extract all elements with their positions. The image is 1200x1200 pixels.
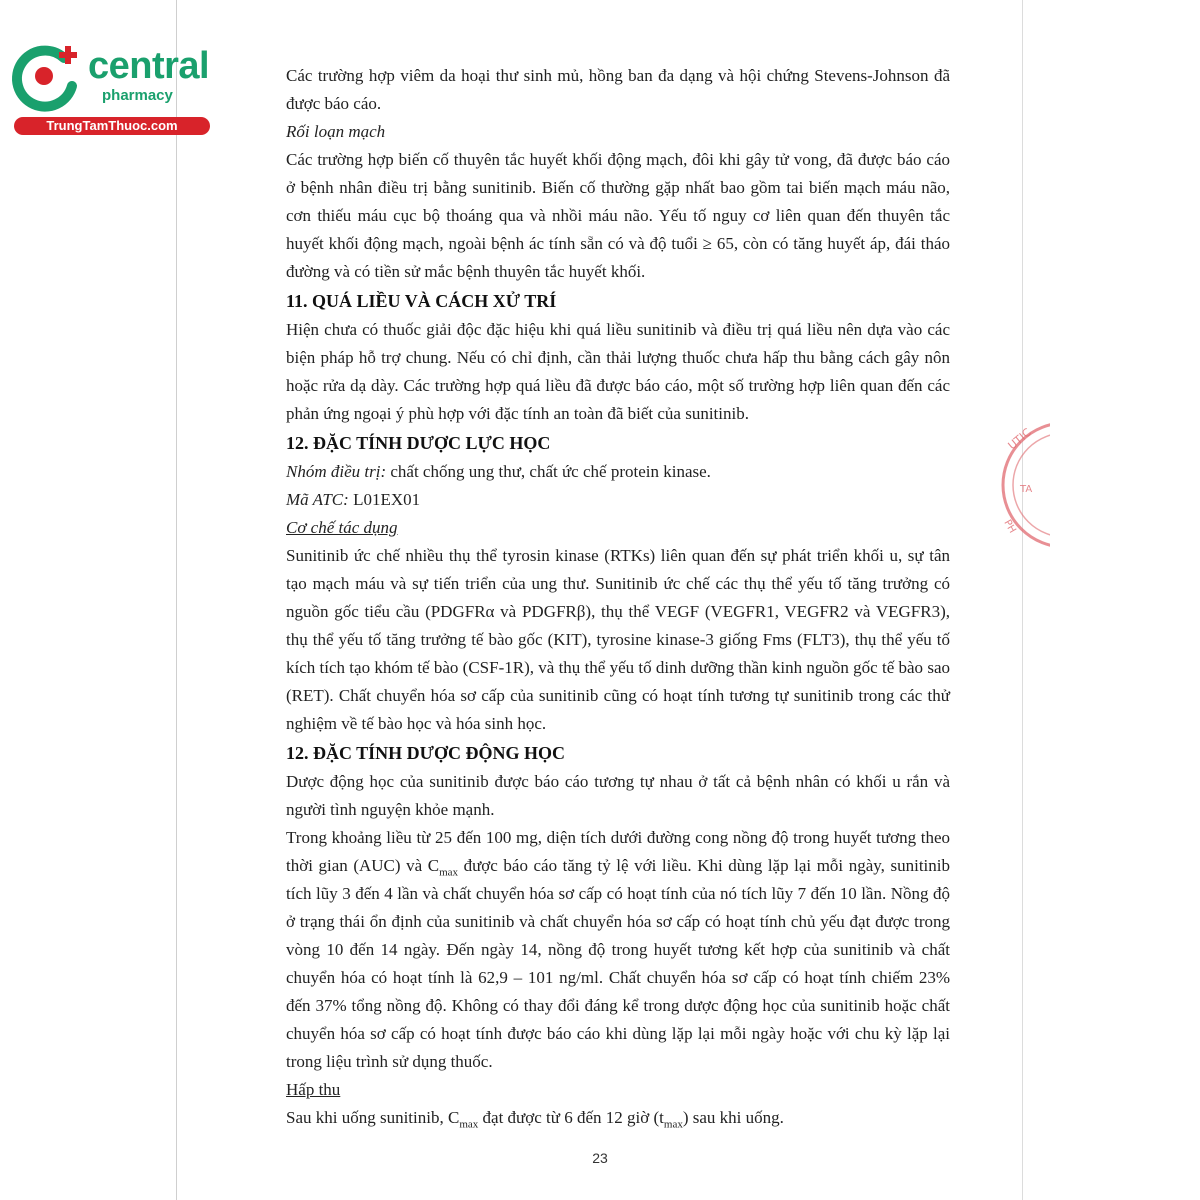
logo-mark-icon bbox=[10, 38, 90, 118]
paragraph-text: ) sau khi uống. bbox=[682, 1108, 784, 1127]
svg-text:TA: TA bbox=[1020, 484, 1033, 495]
svg-text:UTIC: UTIC bbox=[1005, 425, 1034, 453]
therapeutic-group-value: chất chống ung thư, chất ức chế protein kinase. bbox=[386, 462, 711, 481]
section-heading-pharmacodynamics: 12. ĐẶC TÍNH DƯỢC LỰC HỌC bbox=[286, 433, 551, 453]
therapeutic-group-label: Nhóm điều trị: bbox=[286, 462, 387, 481]
subscript: max bbox=[439, 866, 459, 879]
logo-brand: central bbox=[88, 45, 210, 87]
section-heading-overdose: 11. QUÁ LIỀU VÀ CÁCH XỬ TRÍ bbox=[286, 291, 557, 311]
paragraph-text: Trong khoảng liều từ 25 đến 100 mg, diện tích dưới đường cong nồng độ trong huyết tương theo thời gian (AUC) và C bbox=[286, 828, 950, 875]
subheading-vascular-disorders: Rối loạn mạch bbox=[286, 122, 386, 141]
subheading-mechanism-text: Cơ chế tác dụng bbox=[286, 518, 398, 537]
page-number: 23 bbox=[592, 1150, 608, 1166]
subheading-mechanism bbox=[286, 514, 950, 542]
svg-text:PH: PH bbox=[1001, 518, 1018, 536]
atc-code-value: L01EX01 bbox=[348, 490, 421, 509]
logo-site-banner: TrungTamThuoc.com bbox=[14, 117, 210, 135]
subscript: max bbox=[459, 1118, 479, 1131]
logo-subtitle: pharmacy bbox=[102, 87, 173, 104]
paragraph: Sunitinib ức chế nhiều thụ thể tyrosin kinase (RTKs) liên quan đến sự phát triển khối u, sự tân tạo mạch máu và sự tiến triển của ung thư. Sunitinib ức chế các thụ thể yếu tố tăng trưởng có nguồn gốc tiểu cầu (PDGFRα và PDGFRβ), thụ thể VEGF (VEGFR1, VEGFR2 và VEGFR3), thụ thể yếu tố tăng trưởng tế bào gốc (KIT), tyrosine kinase-3 giống Fms (FLT3), thụ thể yếu tố kích tích tạo khóm tế bào (CSF-1R), và thụ thể yếu tố dinh dưỡng thần kinh nguồn gốc tế bào sao (RET). Chất chuyển hóa sơ cấp của sunitinib cũng có hoạt tính tương tự sunitinib trong các thử nghiệm về tế bào học và hóa sinh học. bbox=[286, 546, 950, 733]
stamp-seal-icon bbox=[990, 410, 1050, 560]
paragraph: Các trường hợp biến cố thuyên tắc huyết khối động mạch, đôi khi gây tử vong, đã được báo cáo ở bệnh nhân điều trị bằng sunitinib. Biến cố thường gặp nhất bao gồm tai biến mạch máu não, cơn thiếu máu cục bộ thoáng qua và nhồi máu não. Yếu tố nguy cơ liên quan đến thuyên tắc huyết khối động mạch, ngoài bệnh ác tính sẵn có và độ tuổi ≥ 65, còn có tăng huyết áp, đái tháo đường và có tiền sử mắc bệnh thuyên tắc huyết khối. bbox=[286, 150, 950, 281]
subscript: max bbox=[663, 1118, 683, 1131]
paragraph: Hiện chưa có thuốc giải độc đặc hiệu khi quá liều sunitinib và điều trị quá liều nên dựa vào các biện pháp hỗ trợ chung. Nếu có chỉ định, cần thải lượng thuốc chưa hấp thu bằng cách gây nôn hoặc rửa dạ dày. Các trường hợp quá liều đã được báo cáo, một số trường hợp liên quan đến các phản ứng ngoại ý phù hợp với đặc tính an toàn đã biết của sunitinib. bbox=[286, 320, 950, 423]
paragraph: Các trường hợp viêm da hoại thư sinh mủ, hồng ban đa dạng và hội chứng Stevens-Johnson đã được báo cáo. bbox=[286, 66, 950, 113]
paragraph: Dược động học của sunitinib được báo cáo tương tự nhau ở tất cả bệnh nhân có khối u rắn và người tình nguyện khỏe mạnh. bbox=[286, 772, 950, 819]
atc-code-line bbox=[286, 486, 950, 514]
atc-code-label: Mã ATC: bbox=[286, 490, 349, 509]
paragraph bbox=[286, 824, 950, 1076]
paragraph bbox=[286, 1104, 950, 1132]
paragraph-text: được báo cáo tăng tỷ lệ với liều. Khi dùng lặp lại mỗi ngày, sunitinib tích lũy 3 đến 4 lần và chất chuyển hóa sơ cấp có hoạt tính của nó tích lũy 7 đến 10 lần. Nồng độ ở trạng thái ổn định của sunitinib và chất chuyển hóa sơ cấp có hoạt tính chủ yếu đạt được trong vòng 10 đến 14 ngày. Đến ngày 14, nồng độ trong huyết tương kết hợp của sunitinib và chất chuyển hóa có hoạt tính là 62,9 – 101 ng/ml. Chất chuyển hóa sơ cấp có hoạt tính chiếm 23% đến 37% tổng nồng độ. Không có thay đổi đáng kể trong dược động học của sunitinib hoặc chất chuyển hóa sơ cấp có hoạt tính được báo cáo khi dùng lặp lại mỗi ngày hoặc với chu kỳ lặp lại trong liệu trình sử dụng thuốc. bbox=[286, 856, 950, 1071]
central-pharmacy-logo[interactable] bbox=[10, 38, 215, 138]
section-heading-pharmacokinetics: 12. ĐẶC TÍNH DƯỢC ĐỘNG HỌC bbox=[286, 743, 566, 763]
subheading-absorption-text: Hấp thu bbox=[286, 1080, 341, 1099]
paragraph-text: Sau khi uống sunitinib, C bbox=[286, 1108, 460, 1127]
therapeutic-group-line bbox=[286, 458, 950, 486]
paragraph-text: đạt được từ 6 đến 12 giờ (t bbox=[478, 1108, 664, 1127]
subheading-absorption bbox=[286, 1076, 950, 1104]
document-body bbox=[286, 62, 950, 1132]
